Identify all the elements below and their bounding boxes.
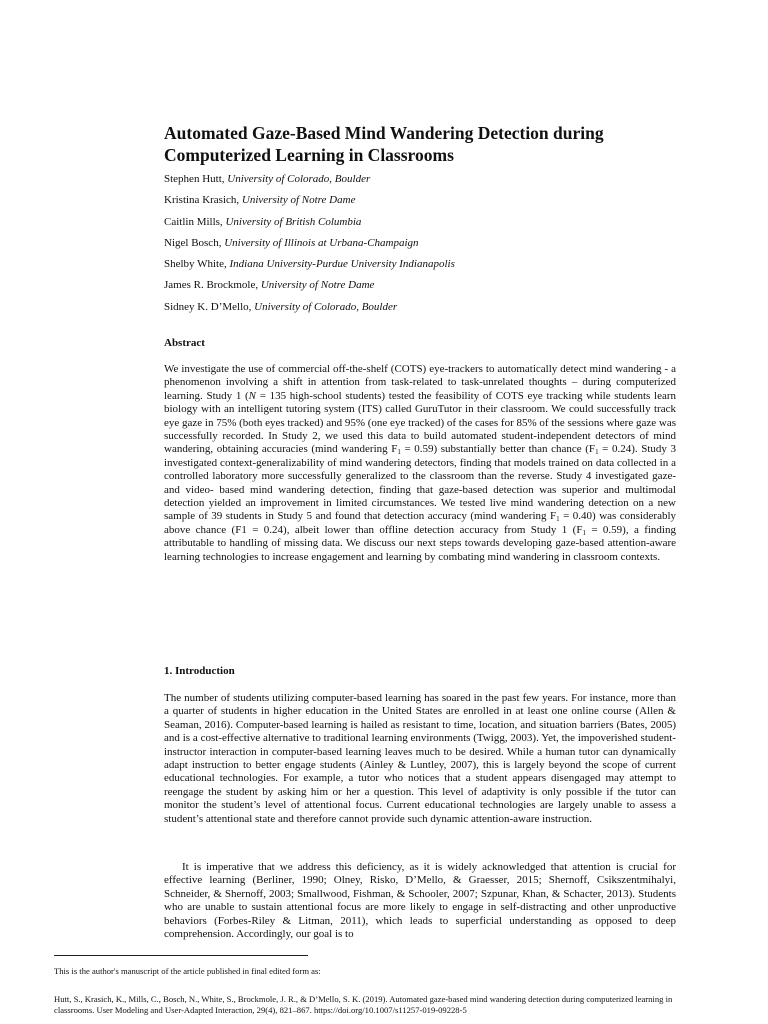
footnote-divider	[54, 955, 308, 956]
author-name: Kristina Krasich,	[164, 194, 240, 207]
introduction-paragraph-2: It is imperative that we address this deficiency, as it is widely acknowledged that attention is crucial for effective learning (Berliner, 1990; Olney, Risko, D’Mello, & Graesser, 2015; Shernoff, Csikszentmihalyi, Schneider, & Shernoff, 2003; Smallwood, Fishman, & Schooler, 2007; Szpunar, Khan, & Schacter, 2013). Students who are unable to sustain attentional focus are more likely to engage in self-distracting and other unproductive behaviors (Forbes-Riley & Litman, 2011), which leads to superficial understanding as opposed to deep comprehension. Accordingly, our goal is to	[164, 861, 676, 941]
author-line	[164, 216, 684, 237]
paper-title: Automated Gaze-Based Mind Wandering Detection during Computerized Learning in Classrooms	[164, 123, 604, 165]
abstract-text: = 0.24). Study 3 investigated context-generalizability of mind wandering detectors, finding that models trained on data collected in a controlled laboratory more successfully generalized to the classroom than the reverse. Study 4 investigated gaze- and video- based mind wandering detection, finding that gaze-based detection was superior and multimodal detection yielded an improvement in limited circumstances. We tested live mind wandering detection on a new sample of 39 students in Study 5 and found that detection accuracy (mind wandering F	[164, 443, 677, 523]
abstract-text: = 0.59) substantially better than chance (F	[400, 443, 596, 456]
author-affiliation: Indiana University-Purdue University Indianapolis	[229, 258, 455, 271]
author-affiliation: University of Notre Dame	[241, 194, 356, 207]
abstract-text: = 0.40) was considerably above chance (F1 = 0.24), albeit lower than offline detection accuracy from Study 1 (F	[164, 510, 677, 536]
author-affiliation: University of Notre Dame	[260, 279, 375, 292]
author-affiliation: University of Colorado, Boulder	[227, 173, 371, 185]
author-name: Shelby White,	[164, 258, 227, 271]
author-line	[164, 258, 684, 279]
abstract-text: = 0.59), a finding attributable to handling of missing data. We discuss our next steps towards developing gaze-based attention-aware learning technologies to increase engagement and learning by combating mind wandering in classroom contexts.	[164, 523, 676, 563]
abstract-heading: Abstract	[164, 337, 205, 349]
author-affiliation: University of Illinois at Urbana-Champaign	[224, 236, 419, 249]
f1-subscript: 1	[582, 528, 586, 537]
introduction-paragraph-1: The number of students utilizing computer-based learning has soared in the past few years. For instance, more than a quarter of students in higher education in the United States are enrolled in at least one online course (Allen & Seaman, 2016). Computer-based learning is hailed as resistant to time, location, and situation barriers (Bates, 2005) and is a cost-effective alternative to traditional learning environments (Twigg, 2003). Yet, the impoverished student-instructor interaction in computer-based learning leaves much to be desired. While a human tutor can dynamically adapt instruction to better engage students (Ainley & Luntley, 2007), this is largely beyond the scope of current educational technologies. For example, a tutor who notices that a student appears disengaged may attempt to reengage the student by asking him or her a question. This level of adaptivity is only possible if the tutor can monitor the student’s level of attentional focus. Current educational technologies are largely unable to assess a student’s attentional state and therefore cannot provide such dynamic attention-aware instruction.	[164, 692, 676, 825]
author-name: Nigel Bosch,	[164, 236, 222, 249]
author-line	[164, 279, 684, 300]
author-name: Sidney K. D’Mello,	[164, 300, 252, 313]
abstract-paragraph	[164, 363, 676, 564]
author-name: Caitlin Mills,	[164, 215, 223, 228]
abstract-text: We investigate the use of commercial off-the-shelf (COTS) eye-trackers to automatically detect mind wandering - a phenomenon involving a shift in attention from task-related to task-unrelated thoughts – during computerized learning. Study 1 (	[164, 363, 676, 402]
author-line	[164, 194, 684, 215]
author-line	[164, 237, 684, 258]
author-line	[164, 173, 684, 194]
f1-subscript: 1	[397, 448, 401, 457]
author-affiliation: University of Colorado, Boulder	[254, 300, 398, 313]
author-affiliation: University of British Columbia	[225, 215, 362, 228]
f1-subscript: 1	[595, 448, 599, 457]
footnote-citation: Hutt, S., Krasich, K., Mills, C., Bosch, N., White, S., Brockmole, J. R., & D’Mello, S. K. (2019). Automated gaze-based mind wandering detection during computerized learning in classrooms. User Modeling and User-Adapted Interaction, 29(4), 821–867. https://doi.org/10.1007/s11257-019-09228-5	[54, 994, 673, 1015]
f1-subscript: 1	[556, 515, 560, 524]
author-name: Stephen Hutt,	[164, 173, 225, 185]
abstract-text: = 135 high-school students) tested the feasibility of COTS eye tracking while students learn biology with an intelligent tutoring system (ITS) called GuruTutor in their classroom. We could successfully track eye gaze in 75% (both eyes tracked) and 95% (one eye tracked) of the cases for 85% of the sessions where gaze was successfully recorded. In Study 2, we used this data to build automated student-independent detectors of mind wandering, obtaining accuracies (mind wandering F	[164, 389, 676, 456]
sample-size-variable: N	[248, 389, 257, 402]
author-line	[164, 301, 684, 322]
author-name: James R. Brockmole,	[164, 279, 259, 292]
footnote-note: This is the author's manuscript of the article published in final edited form as:	[54, 966, 321, 976]
introduction-heading: 1. Introduction	[164, 665, 235, 677]
author-list	[164, 173, 684, 322]
